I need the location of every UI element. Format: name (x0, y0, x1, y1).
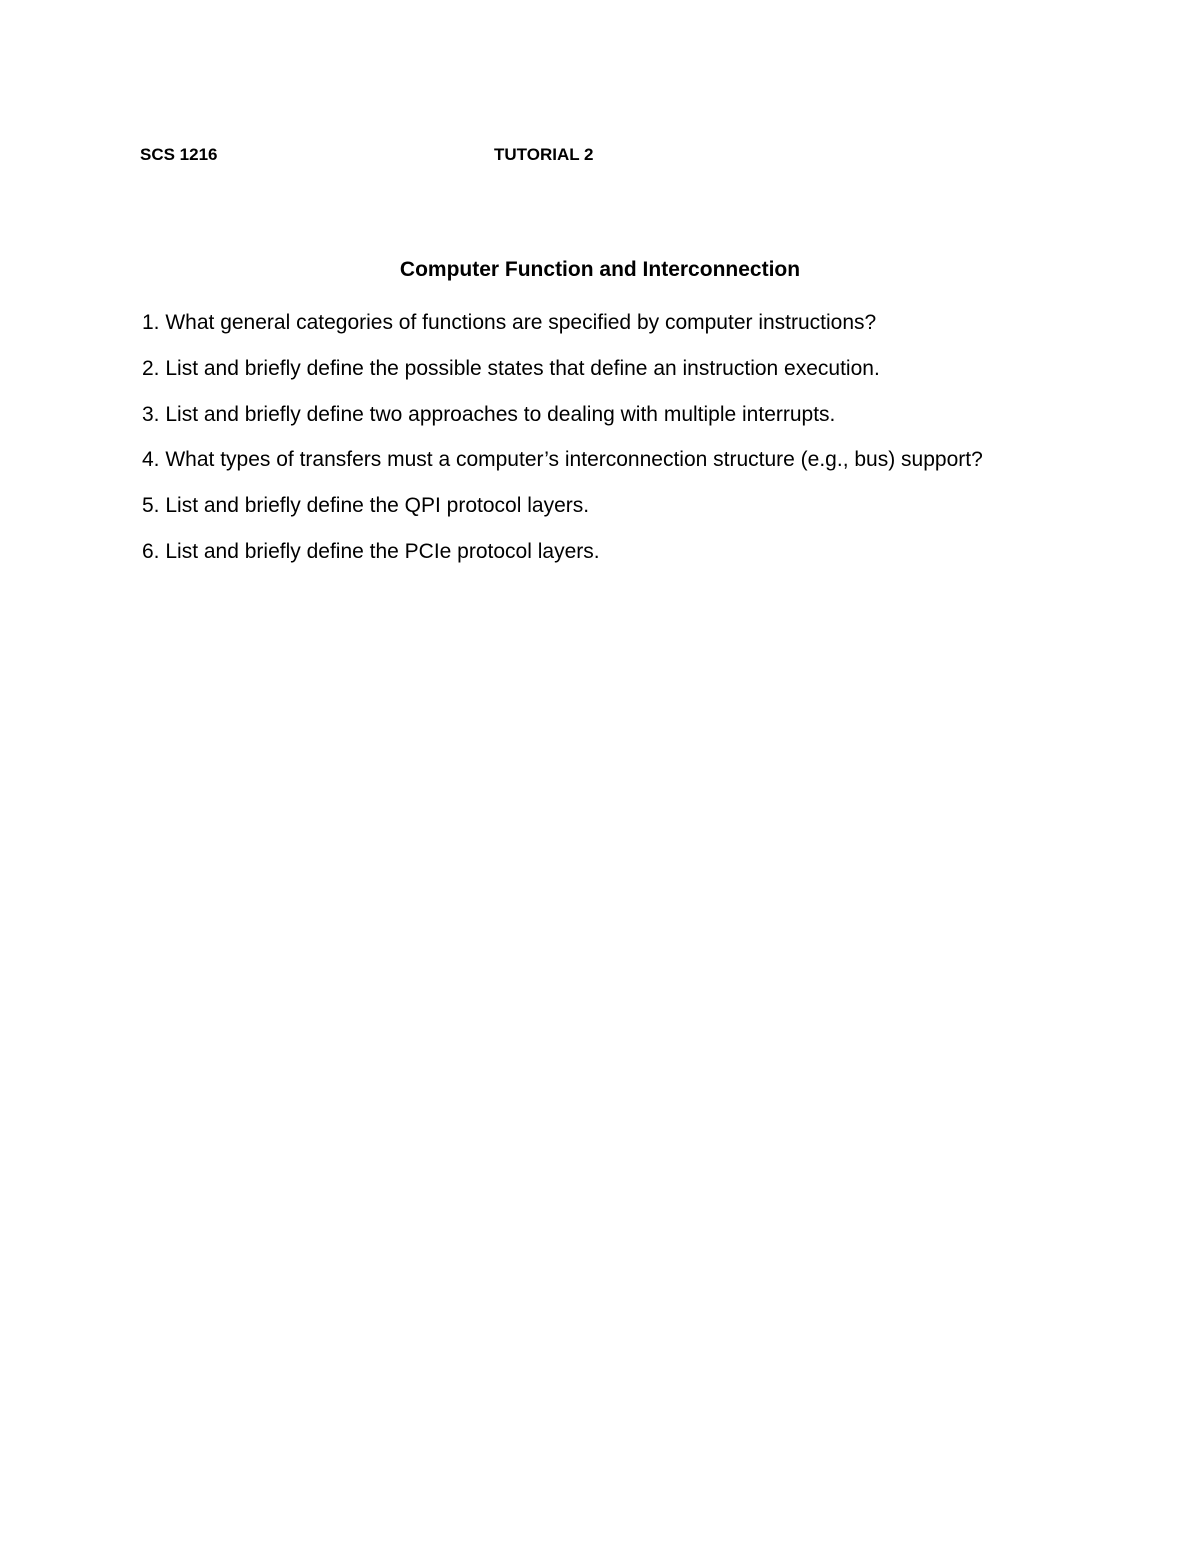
document-title: Computer Function and Interconnection (399, 258, 801, 281)
question-item: 1. What general categories of functions are specified by computer instructions? (142, 311, 877, 334)
course-code: SCS 1216 (140, 145, 218, 164)
question-item: 2. List and briefly define the possible states that define an instruction execution. (142, 356, 880, 380)
question-item: 6. List and briefly define the PCIe protocol layers. (142, 539, 600, 563)
question-item: 5. List and briefly define the QPI protocol layers. (142, 494, 590, 518)
question-item: 4. What types of transfers must a computer’s interconnection structure (e.g., bus) support? (142, 448, 983, 472)
tutorial-label: TUTORIAL 2 (494, 145, 594, 164)
question-list (142, 309, 1142, 584)
question-item: 3. List and briefly define two approaches to dealing with multiple interrupts. (142, 402, 836, 426)
